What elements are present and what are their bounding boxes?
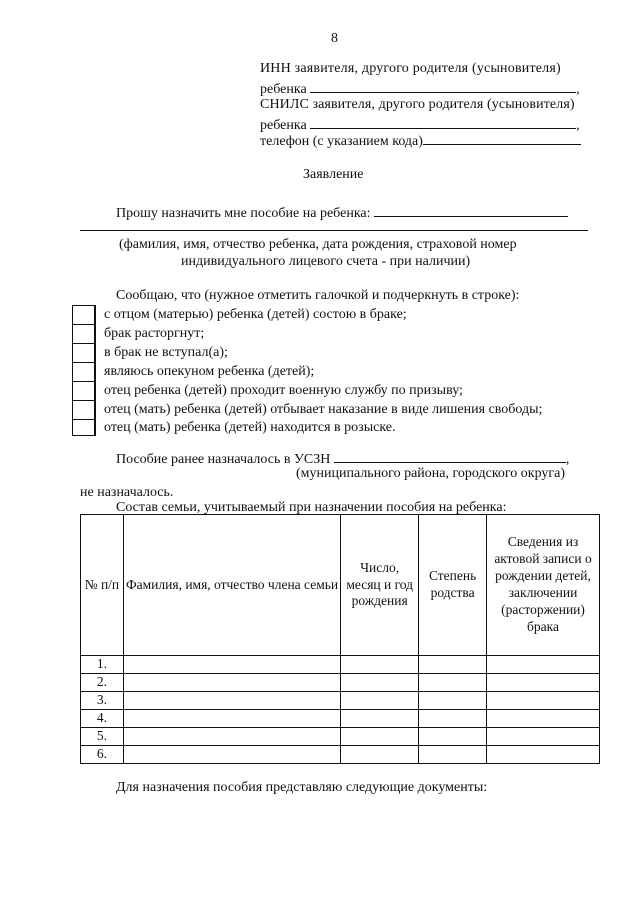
snils-label: ребенка bbox=[260, 118, 307, 133]
phone-label: телефон (с указанием кода) bbox=[260, 134, 423, 149]
checkbox-guardian[interactable] bbox=[72, 362, 96, 382]
cell-name[interactable] bbox=[123, 710, 340, 728]
family-table-header bbox=[81, 515, 600, 656]
table-row bbox=[81, 746, 600, 764]
request-hint-1: (фамилия, имя, отчество ребенка, дата рождения, страховой номер bbox=[119, 237, 517, 252]
row-number: 5. bbox=[81, 728, 124, 746]
cell-name[interactable] bbox=[123, 692, 340, 710]
option-not-married: в брак не вступал(а); bbox=[104, 345, 228, 360]
inn-line-1: ИНН заявителя, другого родителя (усыновителя) bbox=[260, 61, 561, 76]
cell-birth[interactable] bbox=[341, 710, 419, 728]
cell-record[interactable] bbox=[487, 746, 600, 764]
table-row bbox=[81, 692, 600, 710]
table-row bbox=[81, 674, 600, 692]
cell-name[interactable] bbox=[123, 728, 340, 746]
prior-comma: , bbox=[565, 452, 570, 467]
cell-name[interactable] bbox=[123, 674, 340, 692]
option-married: с отцом (матерью) ребенка (детей) состою в браке; bbox=[104, 307, 407, 322]
cell-record[interactable] bbox=[487, 656, 600, 674]
checkbox-imprisoned[interactable] bbox=[72, 400, 96, 420]
inn-comma: , bbox=[576, 82, 580, 97]
documents-text: Для назначения пособия представляю следующие документы: bbox=[116, 780, 488, 795]
table-row bbox=[81, 656, 600, 674]
cell-record[interactable] bbox=[487, 710, 600, 728]
cell-birth[interactable] bbox=[341, 656, 419, 674]
cell-relation[interactable] bbox=[419, 746, 487, 764]
child-field[interactable] bbox=[374, 204, 568, 217]
cell-name[interactable] bbox=[123, 656, 340, 674]
page-number: 8 bbox=[331, 31, 338, 46]
row-number: 1. bbox=[81, 656, 124, 674]
cell-birth[interactable] bbox=[341, 746, 419, 764]
document-title: Заявление bbox=[303, 167, 364, 182]
option-divorced: брак расторгнут; bbox=[104, 326, 205, 341]
cell-record[interactable] bbox=[487, 674, 600, 692]
table-row bbox=[81, 710, 600, 728]
family-table bbox=[80, 514, 600, 764]
header-relationship: Степень родства bbox=[419, 515, 487, 656]
cell-record[interactable] bbox=[487, 692, 600, 710]
request-hint-2: индивидуального лицевого счета - при наличии) bbox=[181, 254, 471, 269]
snils-line-1: СНИЛС заявителя, другого родителя (усыновителя) bbox=[260, 97, 575, 112]
header-full-name: Фамилия, имя, отчество члена семьи bbox=[123, 515, 340, 656]
inn-field[interactable] bbox=[310, 80, 576, 93]
cell-relation[interactable] bbox=[419, 656, 487, 674]
cell-record[interactable] bbox=[487, 728, 600, 746]
cell-birth[interactable] bbox=[341, 728, 419, 746]
option-guardian: являюсь опекуном ребенка (детей); bbox=[104, 364, 315, 379]
phone-field[interactable] bbox=[423, 132, 581, 145]
not-assigned: не назначалось. bbox=[80, 485, 174, 500]
prior-text: Пособие ранее назначалось в УСЗН bbox=[116, 452, 331, 467]
cell-relation[interactable] bbox=[419, 728, 487, 746]
uszn-field[interactable] bbox=[334, 450, 566, 463]
checkbox-divorced[interactable] bbox=[72, 324, 96, 344]
row-number: 2. bbox=[81, 674, 124, 692]
checkbox-wanted[interactable] bbox=[72, 419, 96, 436]
header-civil-record: Сведения из актовой записи о рождении детей, заключении (расторжении) брака bbox=[487, 515, 600, 656]
row-number: 6. bbox=[81, 746, 124, 764]
cell-relation[interactable] bbox=[419, 692, 487, 710]
option-military: отец ребенка (детей) проходит военную службу по призыву; bbox=[104, 383, 463, 398]
checkbox-military[interactable] bbox=[72, 381, 96, 401]
row-number: 4. bbox=[81, 710, 124, 728]
cell-birth[interactable] bbox=[341, 692, 419, 710]
header-birth-date: Число, месяц и год рождения bbox=[341, 515, 419, 656]
cell-birth[interactable] bbox=[341, 674, 419, 692]
child-field-continuation[interactable] bbox=[80, 218, 588, 231]
phone-line bbox=[260, 132, 581, 151]
row-number: 3. bbox=[81, 692, 124, 710]
cell-relation[interactable] bbox=[419, 674, 487, 692]
option-imprisoned: отец (мать) ребенка (детей) отбывает наказание в виде лишения свободы; bbox=[104, 402, 543, 417]
cell-relation[interactable] bbox=[419, 710, 487, 728]
request-text: Прошу назначить мне пособие на ребенка: bbox=[116, 206, 371, 221]
snils-comma: , bbox=[576, 118, 580, 133]
family-caption: Состав семьи, учитываемый при назначении пособия на ребенка: bbox=[116, 500, 507, 515]
snils-field[interactable] bbox=[310, 116, 576, 129]
header-number: № п/п bbox=[81, 515, 124, 656]
report-intro: Сообщаю, что (нужное отметить галочкой и подчеркнуть в строке): bbox=[116, 288, 520, 303]
prior-hint: (муниципального района, городского округа) bbox=[296, 466, 566, 481]
checkbox-married[interactable] bbox=[72, 305, 96, 325]
option-wanted: отец (мать) ребенка (детей) находится в розыске. bbox=[104, 420, 396, 435]
cell-name[interactable] bbox=[123, 746, 340, 764]
checkbox-not-married[interactable] bbox=[72, 343, 96, 363]
table-row bbox=[81, 728, 600, 746]
inn-label: ребенка bbox=[260, 82, 307, 97]
